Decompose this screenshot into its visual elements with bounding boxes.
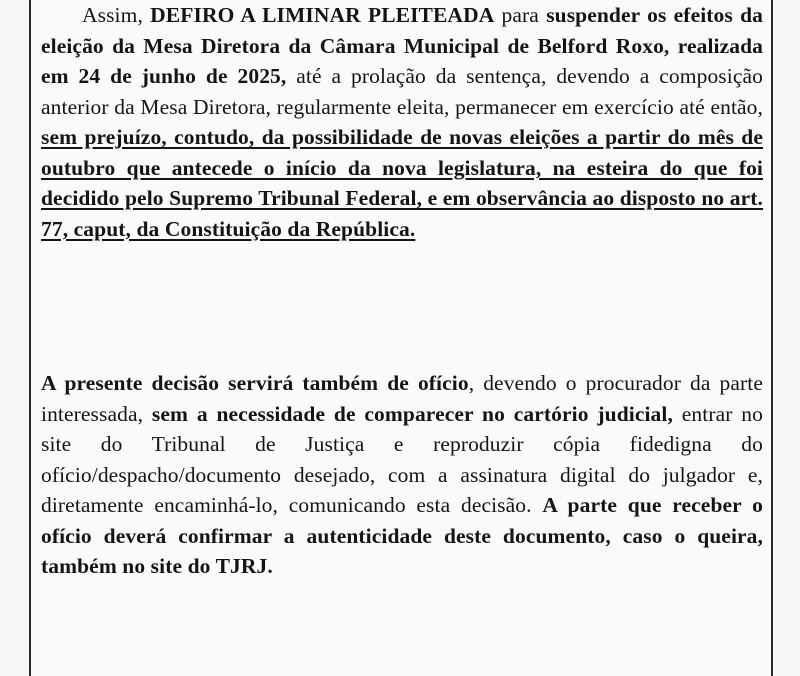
authenticity-text: A parte que receber o ofício deverá confirmar a autenticidade deste documento, caso o queira, também no site do TJRJ. — [41, 493, 763, 578]
continuation-text: até a prolação da sentença, devendo a composição anterior da Mesa Diretora, regularmente eleita, permanecer em exercício até então, — [41, 64, 763, 119]
no-registry-text: sem a necessidade de comparecer no cartório judicial, — [151, 401, 673, 426]
suspension-object-text: suspender os efeitos da eleição da Mesa Diretora da Câmara Municipal de Belford Roxo, realizada em 24 de junho de 2025, — [41, 3, 763, 88]
lead-text: A presente decisão servirá também de ofício — [41, 371, 469, 395]
official-letter-paragraph — [41, 368, 763, 582]
decision-text: DEFIRO A LIMINAR PLEITEADA — [150, 3, 495, 27]
connector-text: para — [494, 3, 547, 27]
instruction-text-2: entrar no site do Tribunal de Justiça e reproduzir cópia fidedigna do ofício/despacho/documento desejado, com a assinatura digital do julgador e, diretamente encaminhá-lo, comunicando esta decisão. — [41, 401, 763, 517]
intro-text: Assim, — [82, 3, 151, 27]
underlined-reservation-text: sem prejuízo, contudo, da possibilidade de novas eleições a partir do mês de outubro que antecede o início da nova legislatura, na esteira do que foi decidido pelo Supremo Tribunal Federal, e em observância ao disposto no art. 77, caput, da Constituição da República. — [41, 125, 763, 241]
decision-paragraph — [41, 0, 763, 244]
instruction-text-1: , devendo o procurador da parte interessada, — [41, 371, 764, 426]
